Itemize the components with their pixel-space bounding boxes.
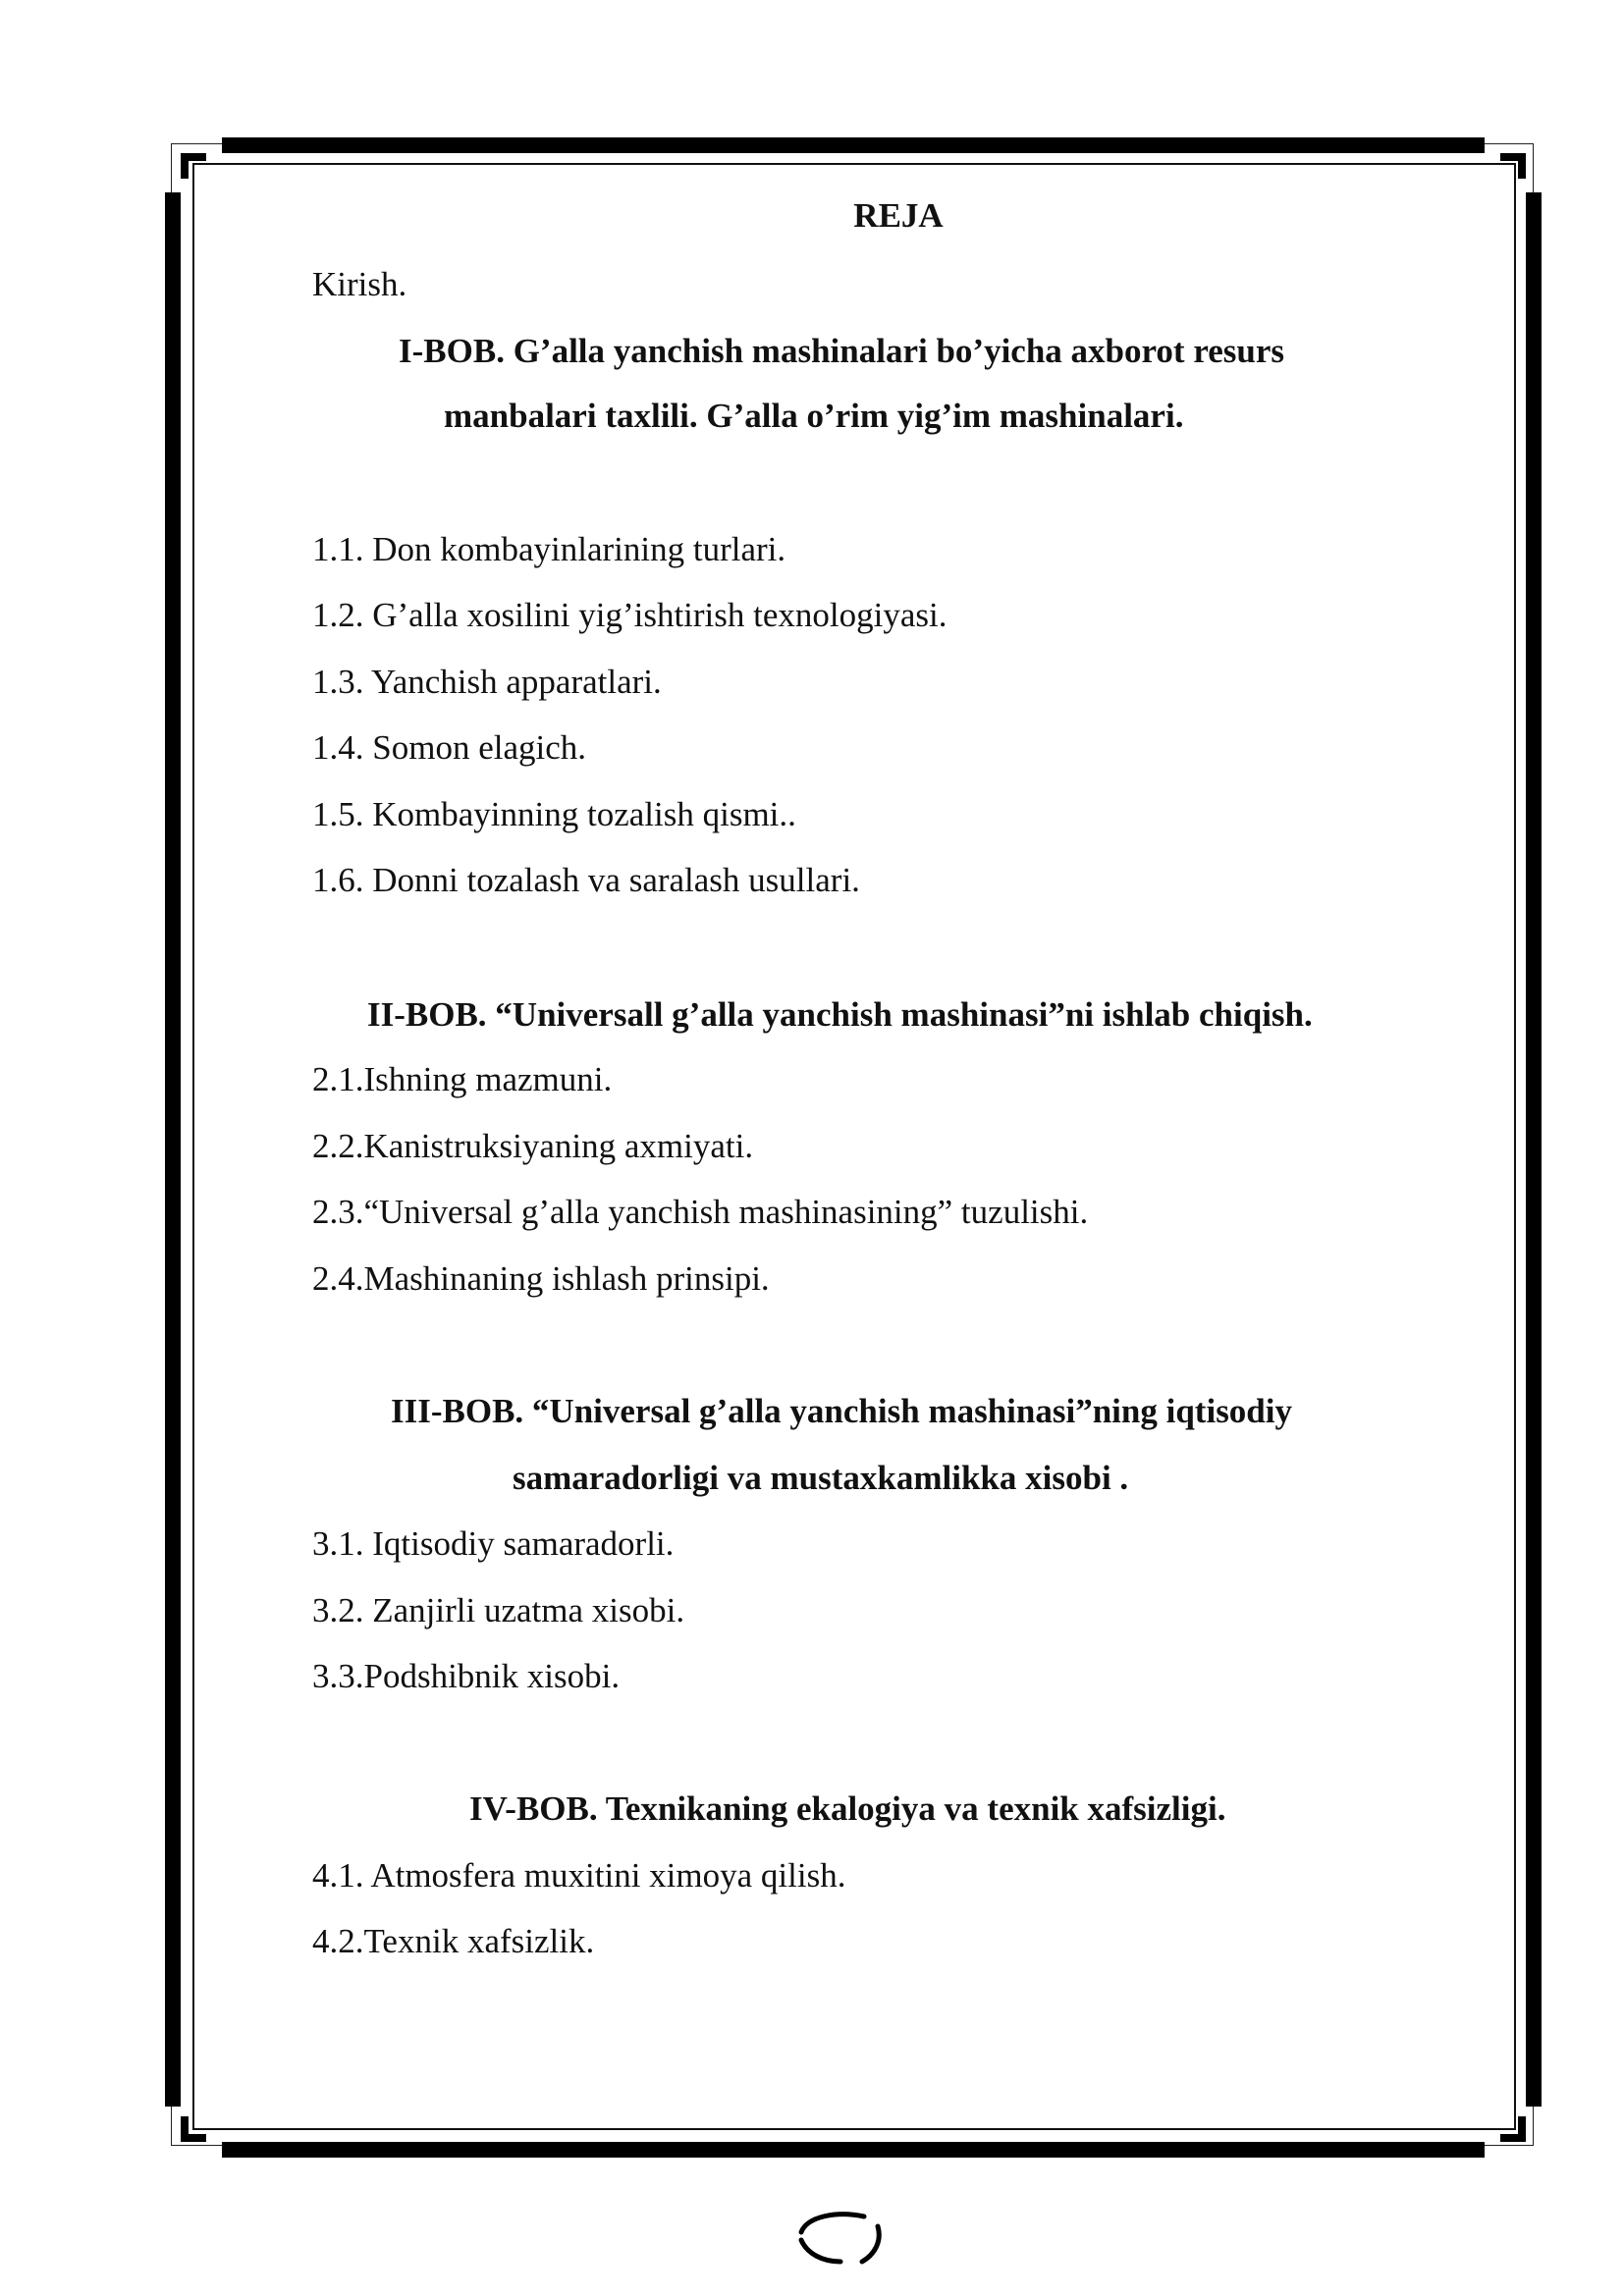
page-number-ornament-icon — [793, 2205, 886, 2268]
chapter-1-item-5: 1.5. Kombayinning tozalish qismi.. — [312, 795, 796, 833]
chapter-2-item-4: 2.4.Mashinaning ishlash prinsipi. — [312, 1259, 770, 1298]
chapter-4-item-1: 4.1. Atmosfera muxitini ximoya qilish. — [312, 1856, 846, 1895]
page-title: REJA — [853, 196, 944, 235]
top-border-bar — [222, 137, 1485, 153]
bottom-border-bar — [222, 2142, 1485, 2158]
chapter-2-item-2: 2.2.Kanistruksiyaning axmiyati. — [312, 1127, 754, 1165]
chapter-3-item-1: 3.1. Iqtisodiy samaradorli. — [312, 1524, 675, 1563]
chapter-1-heading-line-1: I-BOB. G’alla yanchish mashinalari bo’yicha axborot resurs — [399, 332, 1285, 370]
chapter-2-item-1: 2.1.Ishning mazmuni. — [312, 1060, 613, 1098]
chapter-1-heading-line-2: manbalari taxlili. G’alla o’rim yig’im mashinalari. — [444, 397, 1184, 435]
chapter-4-item-2: 4.2.Texnik xafsizlik. — [312, 1922, 595, 1960]
chapter-3-item-3: 3.3.Podshibnik xisobi. — [312, 1657, 621, 1695]
chapter-1-item-6: 1.6. Donni tozalash va saralash usullari. — [312, 861, 860, 899]
chapter-3-heading-line-1: III-BOB. “Universal g’alla yanchish mashinasi”ning iqtisodiy — [391, 1392, 1292, 1430]
chapter-3-heading-line-2: samaradorligi va mustaxkamlikka xisobi . — [513, 1459, 1129, 1497]
right-border-bar — [1526, 192, 1542, 2107]
chapter-4-heading-line-1: IV-BOB. Texnikaning ekalogiya va texnik xafsizligi. — [469, 1789, 1226, 1828]
corner-ornament-top-left — [181, 153, 206, 179]
corner-ornament-bottom-right — [1500, 2116, 1526, 2142]
chapter-2-heading-line-1: II-BOB. “Universall g’alla yanchish mashinasi”ni ishlab chiqish. — [367, 995, 1313, 1034]
chapter-1-item-4: 1.4. Somon elagich. — [312, 728, 586, 767]
corner-ornament-top-right — [1500, 153, 1526, 179]
chapter-3-item-2: 3.2. Zanjirli uzatma xisobi. — [312, 1591, 685, 1629]
chapter-2-item-3: 2.3.“Universal g’alla yanchish mashinasining” tuzulishi. — [312, 1193, 1089, 1231]
chapter-1-item-3: 1.3. Yanchish apparatlari. — [312, 663, 662, 701]
intro-line: Kirish. — [312, 265, 407, 303]
left-border-bar — [165, 192, 181, 2107]
chapter-1-item-2: 1.2. G’alla xosilini yig’ishtirish texnologiyasi. — [312, 596, 947, 634]
corner-ornament-bottom-left — [181, 2116, 206, 2142]
chapter-1-item-1: 1.1. Don kombayinlarining turlari. — [312, 530, 786, 568]
